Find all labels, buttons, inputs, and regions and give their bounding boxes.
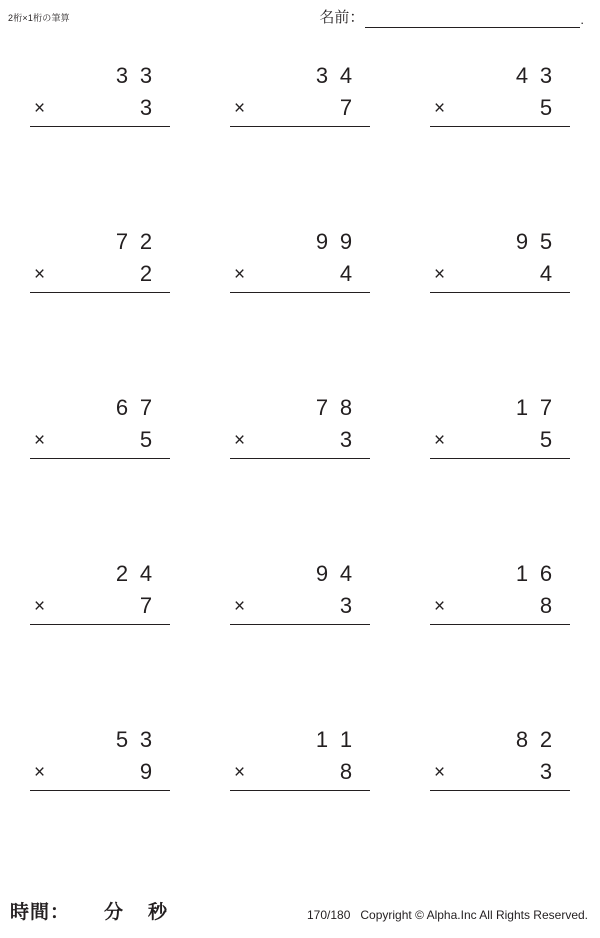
operator-symbol: ×	[234, 98, 246, 119]
problem-row	[0, 48, 600, 214]
multiplier-row	[230, 423, 370, 459]
problem-cell	[200, 214, 400, 380]
operator-symbol: ×	[434, 596, 446, 617]
vertical-calculation	[430, 392, 570, 459]
worksheet-title: 2桁×1桁の筆算	[8, 13, 70, 23]
problem-cell	[400, 380, 600, 546]
multiplicand-row	[430, 558, 570, 589]
multiplier: 7	[139, 592, 153, 618]
vertical-calculation	[30, 724, 170, 791]
vertical-calculation	[230, 392, 370, 459]
problem-cell	[400, 214, 600, 380]
minutes-unit: 分	[104, 902, 125, 923]
multiplier-row	[230, 589, 370, 625]
multiplier-row	[30, 257, 170, 293]
operator-symbol: ×	[34, 762, 46, 783]
vertical-calculation	[230, 226, 370, 293]
multiplier: 5	[139, 426, 153, 452]
problem-row	[0, 380, 600, 546]
multiplicand-row	[430, 226, 570, 257]
time-record-row	[10, 897, 168, 924]
multiplier: 3	[339, 592, 353, 618]
multiplier: 3	[539, 758, 553, 784]
multiplier-row	[30, 755, 170, 791]
problem-cell	[200, 712, 400, 878]
multiplicand: 9 4	[315, 560, 353, 586]
operator-symbol: ×	[434, 98, 446, 119]
multiplier-row	[430, 423, 570, 459]
vertical-calculation	[30, 558, 170, 625]
problem-cell	[200, 380, 400, 546]
operator-symbol: ×	[34, 98, 46, 119]
multiplicand: 8 2	[515, 726, 553, 752]
operator-symbol: ×	[234, 430, 246, 451]
multiplier: 3	[339, 426, 353, 452]
multiplicand: 1 6	[515, 560, 553, 586]
multiplicand-row	[30, 724, 170, 755]
operator-symbol: ×	[434, 264, 446, 285]
multiplicand: 9 9	[315, 228, 353, 254]
vertical-calculation	[430, 226, 570, 293]
problem-cell	[0, 546, 200, 712]
problem-cell	[400, 712, 600, 878]
problem-cell	[0, 48, 200, 214]
vertical-calculation	[30, 392, 170, 459]
operator-symbol: ×	[34, 264, 46, 285]
problem-cell	[0, 380, 200, 546]
multiplier-row	[230, 755, 370, 791]
operator-symbol: ×	[234, 596, 246, 617]
problem-row	[0, 546, 600, 712]
multiplicand: 7 8	[315, 394, 353, 420]
operator-symbol: ×	[434, 430, 446, 451]
operator-symbol: ×	[34, 596, 46, 617]
problem-cell	[200, 48, 400, 214]
problem-row	[0, 712, 600, 878]
multiplier: 5	[539, 94, 553, 120]
time-label: 時間：	[10, 902, 71, 923]
multiplicand: 9 5	[515, 228, 553, 254]
multiplier: 9	[139, 758, 153, 784]
footer-meta	[307, 908, 588, 922]
vertical-calculation	[230, 60, 370, 127]
multiplier: 4	[339, 260, 353, 286]
multiplicand: 6 7	[115, 394, 153, 420]
multiplicand-row	[230, 724, 370, 755]
vertical-calculation	[230, 724, 370, 791]
multiplier: 8	[339, 758, 353, 784]
multiplicand: 7 2	[115, 228, 153, 254]
multiplicand-row	[30, 226, 170, 257]
multiplicand-row	[430, 60, 570, 91]
multiplicand-row	[230, 226, 370, 257]
multiplier: 5	[539, 426, 553, 452]
multiplier-row	[30, 91, 170, 127]
multiplier: 3	[139, 94, 153, 120]
multiplier-row	[230, 257, 370, 293]
seconds-unit: 秒	[148, 902, 169, 923]
operator-symbol: ×	[434, 762, 446, 783]
multiplier-row	[430, 755, 570, 791]
vertical-calculation	[430, 60, 570, 127]
problem-cell	[0, 214, 200, 380]
vertical-calculation	[30, 60, 170, 127]
multiplier-row	[230, 91, 370, 127]
vertical-calculation	[430, 724, 570, 791]
operator-symbol: ×	[234, 264, 246, 285]
multiplicand: 1 7	[515, 394, 553, 420]
problem-cell	[200, 546, 400, 712]
multiplicand-row	[30, 60, 170, 91]
multiplicand: 1 1	[315, 726, 353, 752]
problems-grid	[0, 48, 600, 878]
multiplicand: 4 3	[515, 62, 553, 88]
operator-symbol: ×	[34, 430, 46, 451]
name-label: 名前：	[319, 9, 365, 26]
multiplicand: 3 4	[315, 62, 353, 88]
page-footer	[0, 886, 600, 938]
operator-symbol: ×	[234, 762, 246, 783]
problem-cell	[400, 546, 600, 712]
multiplicand-row	[230, 60, 370, 91]
multiplier-row	[30, 423, 170, 459]
vertical-calculation	[230, 558, 370, 625]
copyright-text: Copyright © Alpha.Inc All Rights Reserved.	[360, 908, 588, 922]
name-field-group	[319, 6, 584, 28]
page-header	[0, 0, 600, 40]
vertical-calculation	[30, 226, 170, 293]
multiplicand-row	[30, 392, 170, 423]
multiplicand-row	[230, 558, 370, 589]
multiplier: 2	[139, 260, 153, 286]
multiplier-row	[30, 589, 170, 625]
vertical-calculation	[430, 558, 570, 625]
multiplier-row	[430, 257, 570, 293]
multiplier-row	[430, 91, 570, 127]
multiplier: 7	[339, 94, 353, 120]
multiplier-row	[430, 589, 570, 625]
name-input-line[interactable]	[365, 8, 580, 28]
multiplier: 8	[539, 592, 553, 618]
multiplicand: 5 3	[115, 726, 153, 752]
problem-cell	[0, 712, 200, 878]
multiplicand-row	[430, 724, 570, 755]
multiplicand-row	[30, 558, 170, 589]
multiplicand-row	[230, 392, 370, 423]
multiplicand-row	[430, 392, 570, 423]
multiplier: 4	[539, 260, 553, 286]
multiplicand: 3 3	[115, 62, 153, 88]
problem-row	[0, 214, 600, 380]
multiplicand: 2 4	[115, 560, 153, 586]
name-trailing-dot: .	[580, 12, 584, 27]
problem-cell	[400, 48, 600, 214]
page-number: 170/180	[306, 908, 351, 922]
